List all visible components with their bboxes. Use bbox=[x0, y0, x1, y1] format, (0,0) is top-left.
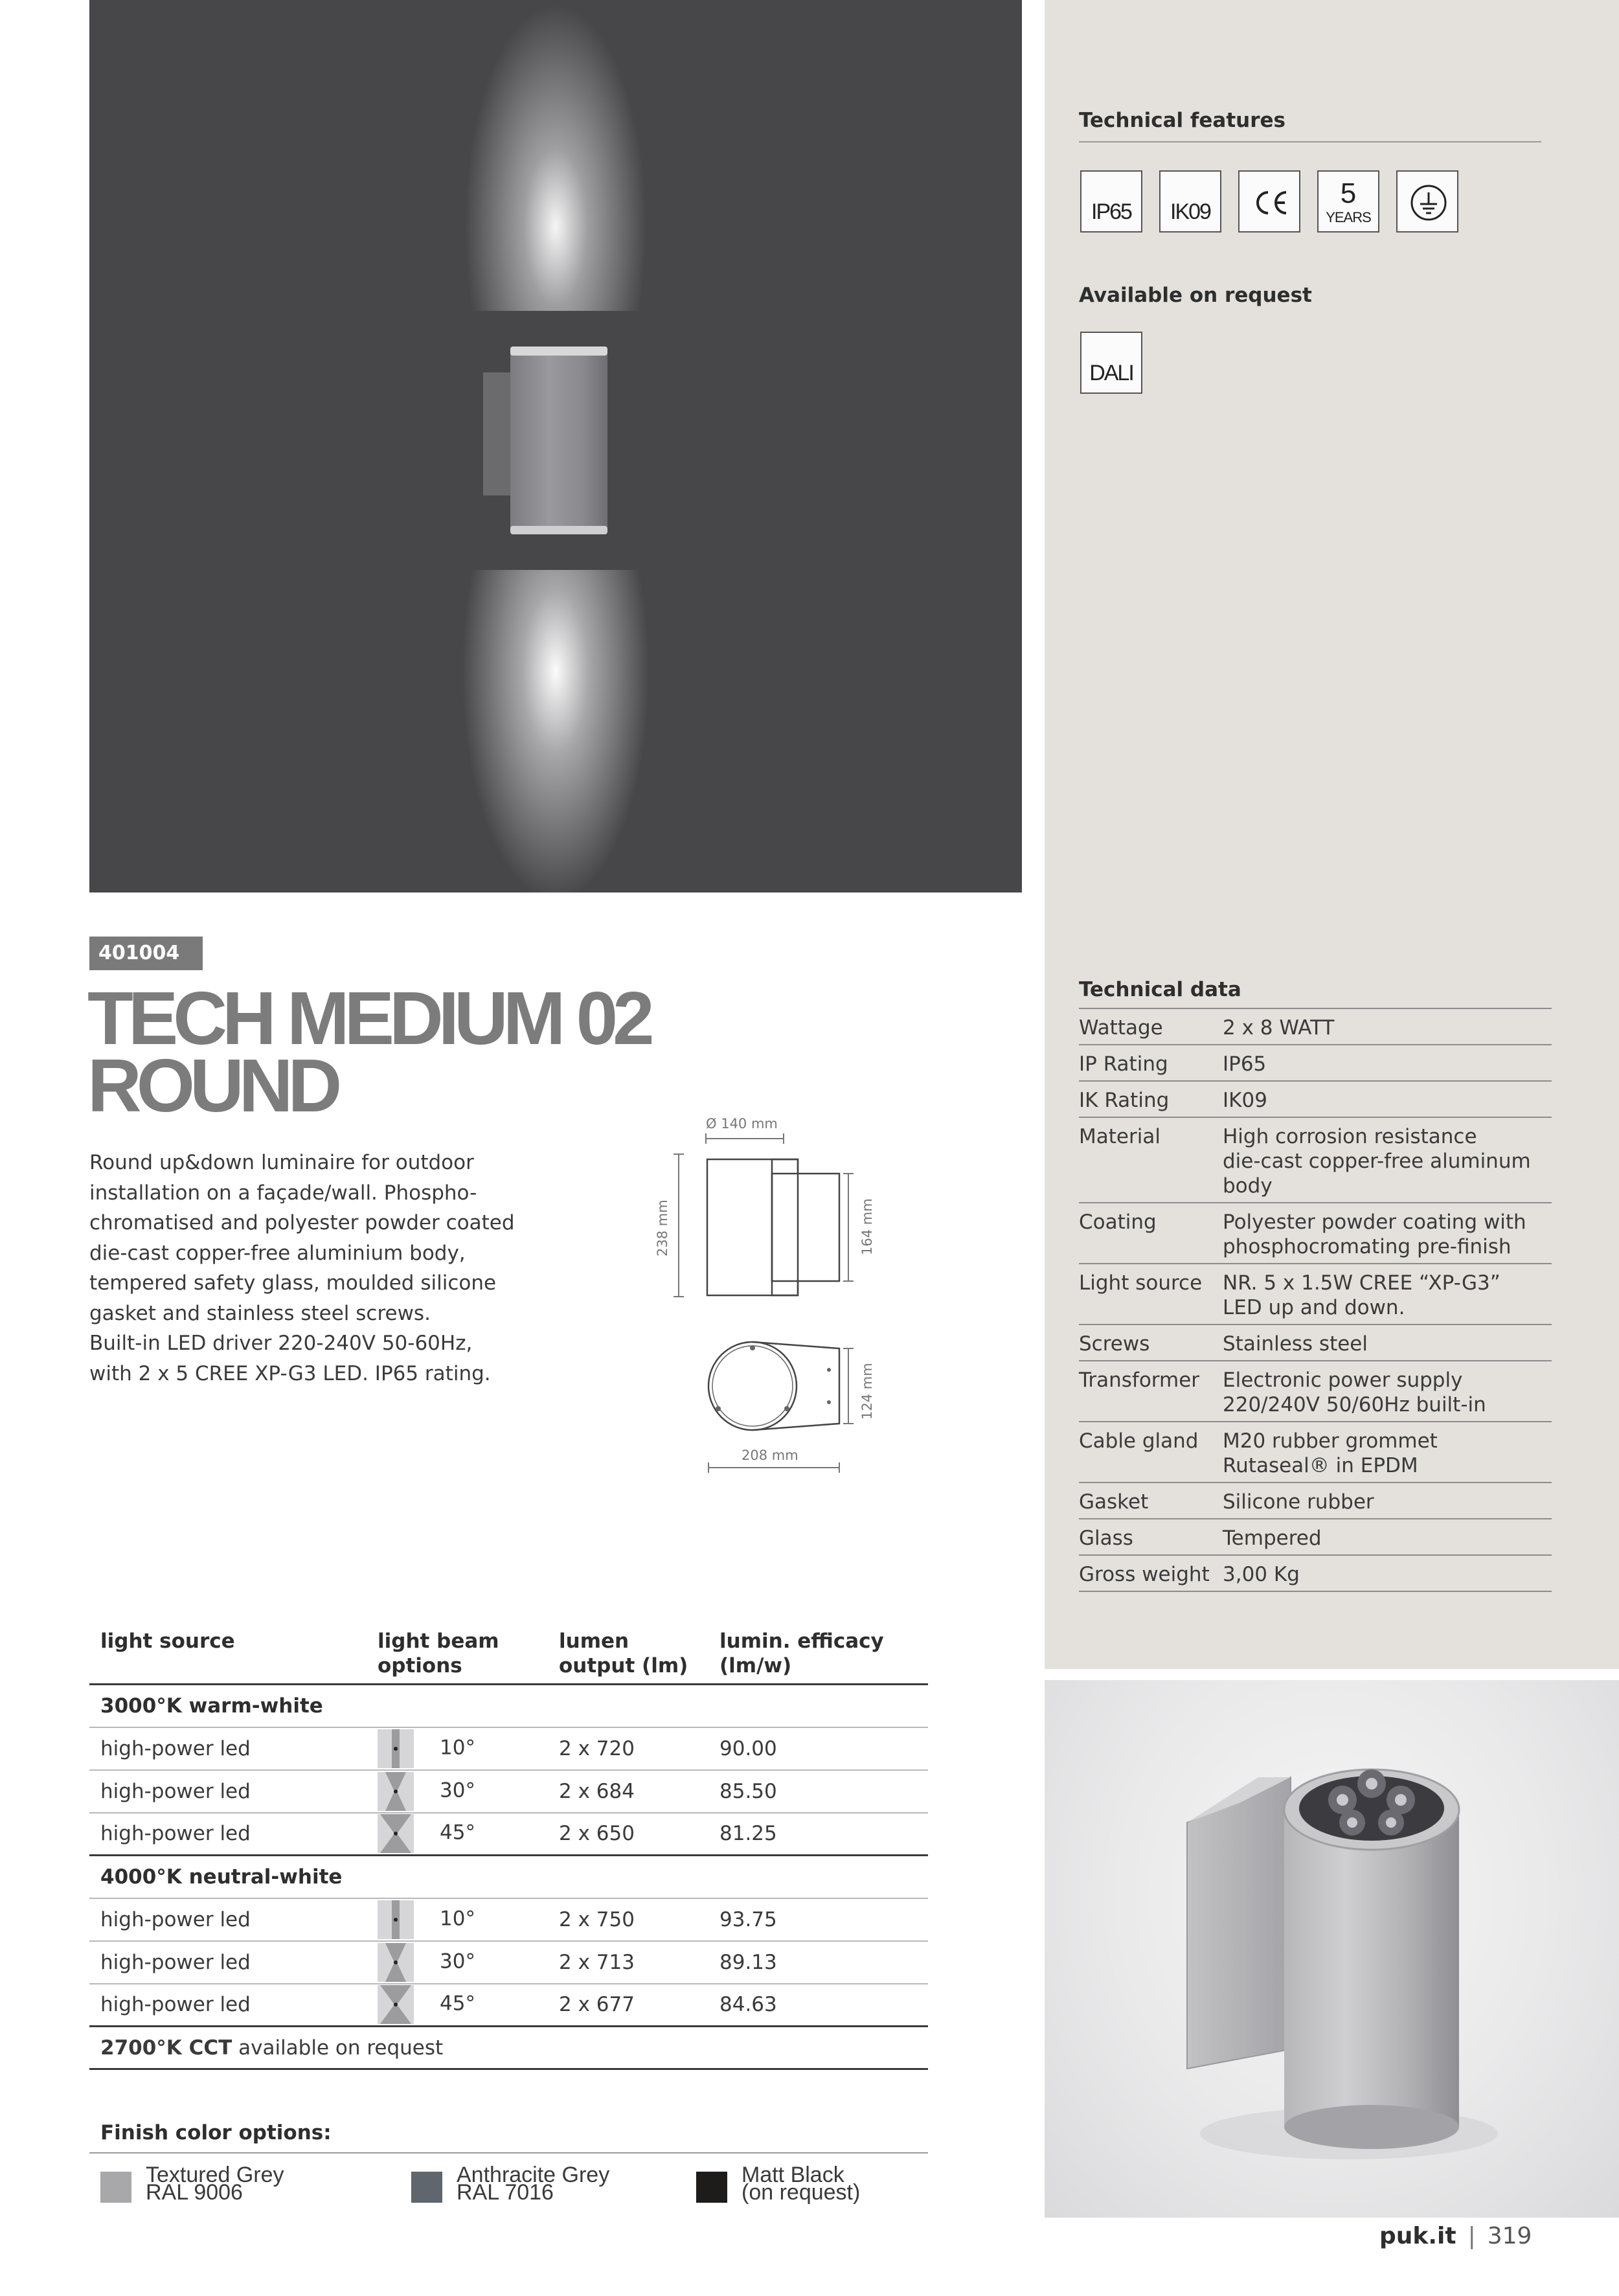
header-light-beam: light beam options bbox=[378, 1630, 499, 1677]
tdata-row: Cable gland M20 rubber grommet Rutaseal® in EPDM bbox=[1079, 1422, 1552, 1483]
lamp-product-render bbox=[1045, 1680, 1619, 2218]
table-row: high-power led 10° 2 x 750 93.75 bbox=[89, 1898, 928, 1941]
body-height-label: 164 mm bbox=[859, 1198, 875, 1255]
hero-photo bbox=[89, 0, 1022, 892]
beam-30-icon bbox=[378, 1943, 414, 1982]
page-footer: puk.it | 319 bbox=[1379, 2223, 1532, 2249]
finish-rule bbox=[89, 2152, 928, 2154]
technical-features-rule bbox=[1079, 141, 1541, 142]
tdata-row: Gross weight 3,00 Kg bbox=[1079, 1556, 1552, 1592]
footnote-row: 2700°K CCT available on request bbox=[89, 2027, 928, 2069]
diameter-label: Ø 140 mm bbox=[706, 1116, 778, 1131]
tdata-row: Wattage 2 x 8 WATT bbox=[1079, 1009, 1552, 1045]
ik09-icon: IK09 bbox=[1159, 170, 1221, 233]
product-code-badge: 401004 bbox=[89, 937, 203, 970]
tdata-row: Light source NR. 5 x 1.5W CREE “XP-G3” LED up and down. bbox=[1079, 1264, 1552, 1325]
dimension-drawing bbox=[648, 1114, 875, 1477]
header-lumin-efficacy: lumin. efficacy (lm/w) bbox=[719, 1630, 884, 1677]
tdata-row: IK Rating IK09 bbox=[1079, 1082, 1552, 1118]
beam-45-icon bbox=[378, 1814, 414, 1853]
lumen-output-table bbox=[89, 1629, 928, 2070]
group-row-warm-white: 3000°K warm-white bbox=[89, 1685, 928, 1727]
finish-swatch bbox=[411, 2172, 442, 2203]
light-beam-up bbox=[452, 0, 659, 311]
table-row: high-power led 45° 2 x 677 84.63 bbox=[89, 1984, 928, 2027]
ip65-icon: IP65 bbox=[1080, 170, 1142, 233]
lamp-cylinder bbox=[510, 347, 607, 534]
beam-10-icon bbox=[378, 1900, 414, 1939]
product-photo bbox=[1045, 1680, 1619, 2218]
available-on-request-heading: Available on request bbox=[1079, 284, 1312, 307]
tdata-row: Transformer Electronic power supply 220/240V 50/60Hz built-in bbox=[1079, 1361, 1552, 1422]
site-name: puk.it bbox=[1379, 2223, 1456, 2249]
product-description: Round up&down luminaire for outdoor installation on a façade/wall. Phospho- chromatised and polyester powder coated die-cast copper-free aluminium body, tempered safety glass, moulded silicone gasket and stainless steel screws. Built-in LED driver 220-240V 50-60Hz, with 2 x 5 CREE XP-G3 LED. IP65 rating. bbox=[89, 1151, 515, 1385]
table-row: high-power led 30° 2 x 713 89.13 bbox=[89, 1941, 928, 1984]
ce-mark-icon bbox=[1238, 170, 1300, 233]
lamp-bottom-ring bbox=[510, 526, 607, 534]
table-row: high-power led 10° 2 x 720 90.00 bbox=[89, 1727, 928, 1770]
product-title-line1: TECH MEDIUM 02 bbox=[87, 976, 650, 1060]
header-lumen-output: lumen output (lm) bbox=[559, 1630, 688, 1677]
tdata-row: IP Rating IP65 bbox=[1079, 1045, 1552, 1082]
height-label: 238 mm bbox=[655, 1199, 670, 1256]
tdata-row: Coating Polyester powder coating with phosphocromating pre-finish bbox=[1079, 1203, 1552, 1264]
table-row: high-power led 30° 2 x 684 85.50 bbox=[89, 1770, 928, 1813]
group-row-neutral-white: 4000°K neutral-white bbox=[89, 1856, 928, 1898]
technical-features-heading: Technical features bbox=[1079, 109, 1285, 132]
tdata-row: Material High corrosion resistance die-cast copper-free aluminum body bbox=[1079, 1118, 1552, 1203]
earth-ground-icon bbox=[1396, 170, 1458, 233]
depth-label: 124 mm bbox=[859, 1363, 875, 1420]
tdata-row: Gasket Silicone rubber bbox=[1079, 1483, 1552, 1519]
beam-45-icon bbox=[378, 1985, 414, 2024]
finish-heading: Finish color options: bbox=[100, 2121, 332, 2144]
finish-option-anthracite-grey: Anthracite Grey RAL 7016 bbox=[411, 2166, 609, 2203]
finish-option-matt-black: Matt Black (on request) bbox=[696, 2166, 860, 2203]
technical-data-table bbox=[1079, 978, 1552, 1592]
dali-icon: DALI bbox=[1080, 332, 1142, 394]
finish-option-textured-grey: Textured Grey RAL 9006 bbox=[100, 2166, 284, 2203]
table-row: high-power led 45° 2 x 650 81.25 bbox=[89, 1813, 928, 1856]
technical-data-heading: Technical data bbox=[1079, 978, 1552, 1009]
product-title bbox=[87, 976, 735, 1128]
product-title-line2: ROUND bbox=[87, 1043, 337, 1128]
tdata-row: Screws Stainless steel bbox=[1079, 1325, 1552, 1361]
tdata-row: Glass Tempered bbox=[1079, 1519, 1552, 1556]
width-label: 208 mm bbox=[742, 1448, 798, 1463]
header-light-source: light source bbox=[100, 1630, 235, 1653]
beam-30-icon bbox=[378, 1772, 414, 1811]
lamp-top-ring bbox=[510, 347, 607, 356]
beam-10-icon bbox=[378, 1729, 414, 1768]
light-beam-down bbox=[449, 570, 662, 933]
lumen-table-header bbox=[89, 1629, 928, 1685]
finish-swatch bbox=[696, 2172, 727, 2203]
page-number: 319 bbox=[1487, 2223, 1532, 2249]
warranty-icon: 5 YEARS bbox=[1317, 170, 1379, 233]
finish-swatch bbox=[100, 2172, 131, 2203]
